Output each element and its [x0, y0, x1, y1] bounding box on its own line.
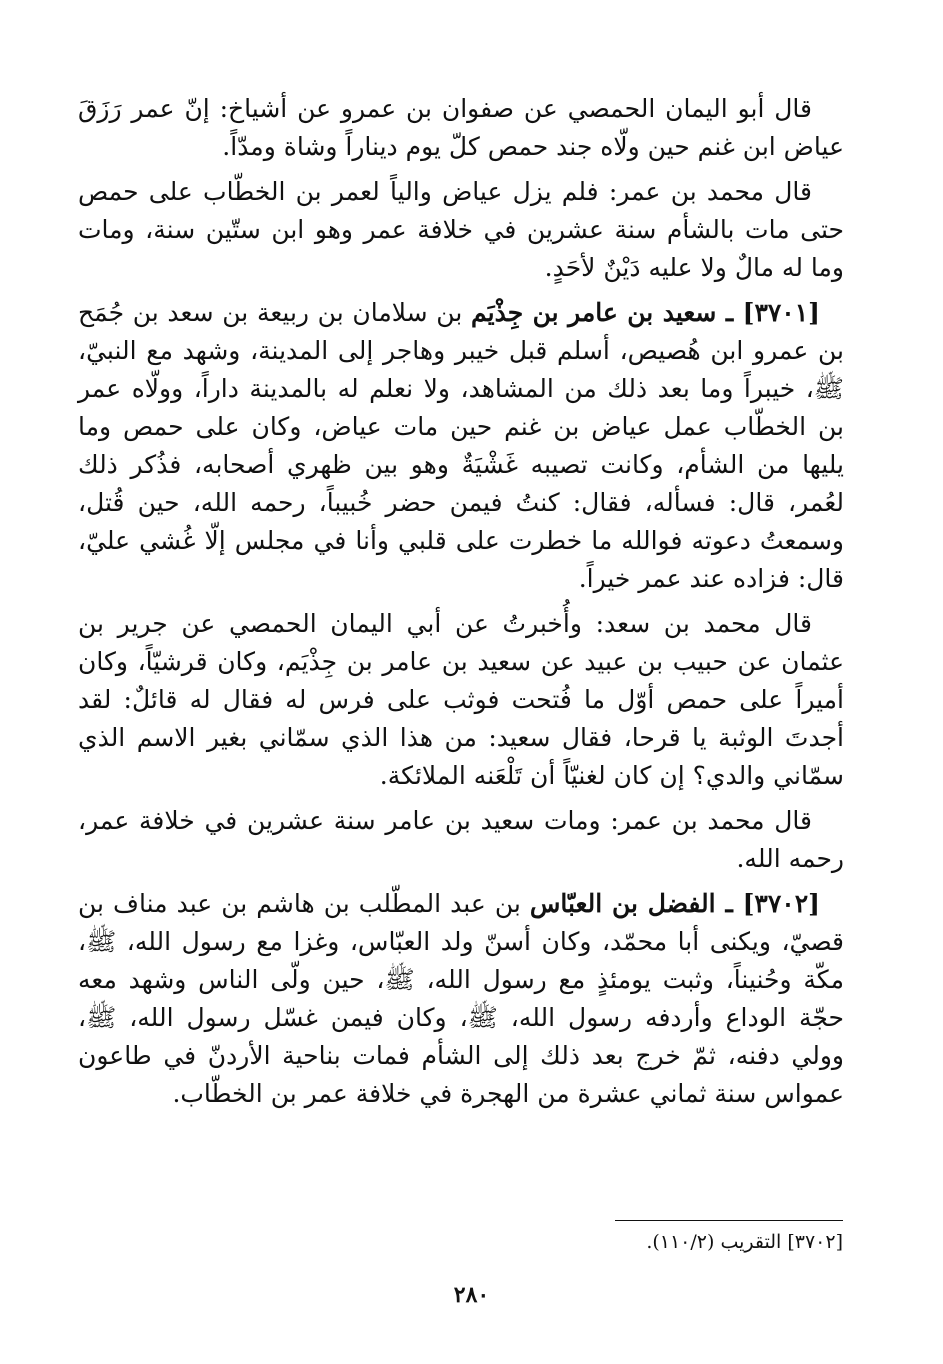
entry-heading: [٣٧٠٢] ـ الفضل بن العبّاس [529, 889, 820, 918]
entry-3702 [78, 885, 844, 1113]
entry-3701 [78, 294, 844, 598]
page-body [78, 90, 844, 1120]
entry-heading: [٣٧٠١] ـ سعيد بن عامر بن جِذْيَم [471, 298, 820, 327]
entry-text: بن سلامان بن ربيعة بن سعد بن جُمَح بن عمرو ابن هُصيص، أسلم قبل خيبر وهاجر إلى المدينة، وشهد مع النبيّ، ﷺ، خيبراً وما بعد ذلك من المشاهد، ولا نعلم له بالمدينة داراً، وولّاه عمر بن الخطّاب عمل عياض بن غنم حين مات عياض، وكان على حمص وما يليها من الشأم، وكانت تصيبه غَشْيَةٌ وهو بين ظهري أصحابه، فذُكر ذلك لعُمر، قال: فسأله، فقال: كنتُ فيمن حضر خُبيباً، رحمه الله، حين قُتل، وسمعتُ دعوته فوالله ما خطرت على قلبي وأنا في مجلس إلّا غُشي عليّ، قال: فزاده عند عمر خيراً. [78, 298, 845, 593]
paragraph-1: قال أبو اليمان الحمصي عن صفوان بن عمرو عن أشياخ: إنّ عمر رَزَقَ عياض ابن غنم حين ولّاه جند حمص كلّ يوم ديناراً وشاة ومدّاً. [78, 94, 844, 161]
footnote-divider [615, 1220, 843, 1221]
entry-text: بن عبد المطّلب بن هاشم بن عبد مناف بن قصيّ، ويكنى أبا محمّد، وكان أسنّ ولد العبّاس، وغزا مع رسول الله، ﷺ، مكّة وحُنيناً، وثبت يومئذٍ مع رسول الله، ﷺ، حين ولّى الناس وشهد معه حجّة الوداع وأردفه رسول الله، ﷺ، وكان فيمن غسّل رسول الله، ﷺ، وولي دفنه، ثمّ خرج بعد ذلك إلى الشأم فمات بناحية الأردنّ في طاعون عمواس سنة ثماني عشرة من الهجرة في خلافة عمر بن الخطّاب. [78, 889, 844, 1108]
paragraph-5: قال محمد بن عمر: ومات سعيد بن عامر سنة عشرين في خلافة عمر، رحمه الله. [78, 806, 844, 873]
page-number: ٢٨٠ [453, 1282, 490, 1308]
paragraph-2: قال محمد بن عمر: فلم يزل عياض والياً لعمر بن الخطّاب على حمص حتى مات بالشأم سنة عشرين في خلافة عمر وهو ابن ستّين سنة، ومات وما له مالٌ ولا عليه دَيْنٌ لأحَدٍ. [78, 177, 844, 282]
paragraph-4: قال محمد بن سعد: وأُخبرتُ عن أبي اليمان الحمصي عن جرير بن عثمان عن حبيب بن عبيد عن سعيد بن عامر بن جِذْيَم، وكان قرشيّاً، وكان أميراً على حمص أوّل ما فُتحت فوثب على فرس له فقال له قائلٌ: لقد أجدتَ الوثبة يا قرحا، فقال سعيد: من هذا الذي سمّاني بغير الاسم الذي سمّاني والدي؟ إن كان لغنيّاً أن تَلْعَنه الملائكة. [78, 609, 844, 790]
footnote: [٣٧٠٢] التقريب (١١٠/٢). [646, 1231, 843, 1253]
